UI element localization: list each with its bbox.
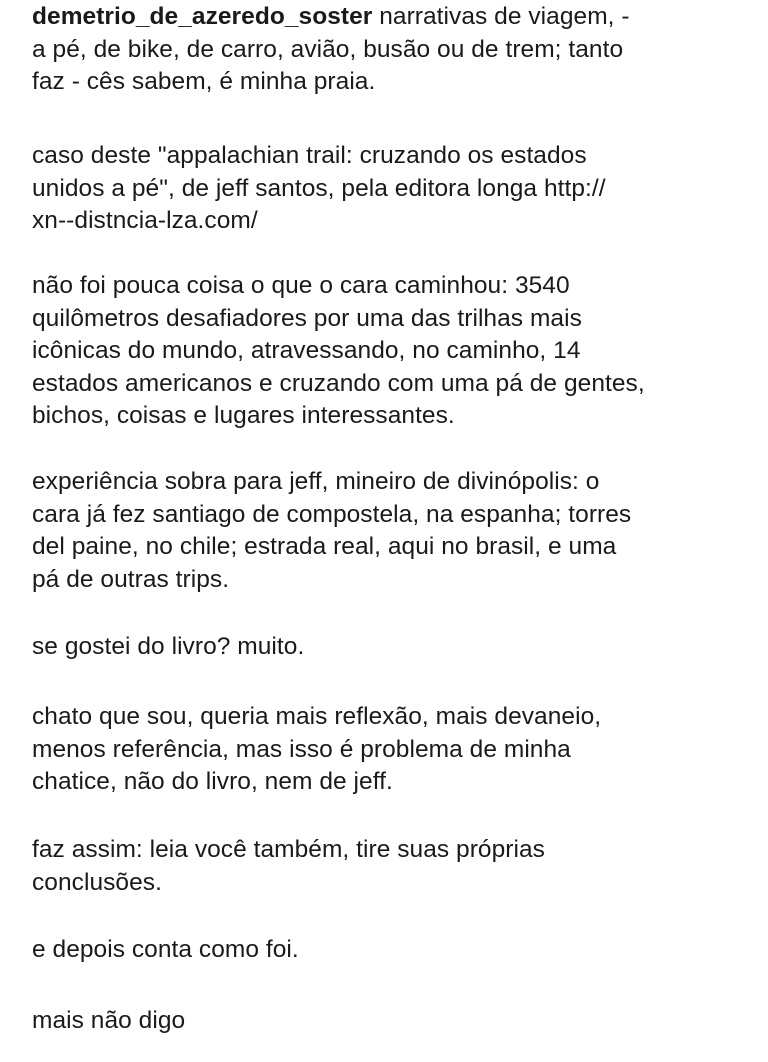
caption-line: a pé, de bike, de carro, avião, busão ou de trem; tanto [32, 35, 624, 63]
caption-line: não foi pouca coisa o que o cara caminhou: 3540 [32, 272, 570, 299]
caption-line: narrativas de viagem, - [379, 3, 630, 30]
caption-line: experiência sobra para jeff, mineiro de divinópolis: o [32, 468, 600, 495]
caption-line: chato que sou, queria mais reflexão, mais devaneio, [32, 703, 602, 730]
caption-line: unidos a pé", de jeff santos, pela editora longa http:// [32, 174, 606, 202]
caption-paragraph-advice [32, 834, 545, 899]
caption-line: pá de outras trips. [32, 565, 230, 593]
caption-line: e depois conta como foi. [32, 936, 299, 963]
caption-line: menos referência, mas isso é problema de minha [32, 735, 571, 763]
caption-paragraph-tell [32, 934, 299, 967]
caption-paragraph-distance [32, 270, 645, 433]
caption-line: bichos, coisas e lugares interessantes. [32, 402, 455, 429]
caption-line: mais não digo [32, 1007, 186, 1034]
caption-line: cara já fez santiago de compostela, na espanha; torres [32, 500, 632, 528]
caption-line: icônicas do mundo, atravessando, no caminho, 14 [32, 337, 581, 364]
caption-line: xn--distncia-lza.com/ [32, 207, 258, 234]
caption-line: estados americanos e cruzando com uma pá de gentes, [32, 369, 645, 397]
caption-paragraph-book [32, 140, 606, 238]
caption-line: faz assim: leia você também, tire suas próprias [32, 836, 545, 863]
caption-line: se gostei do livro? muito. [32, 633, 305, 660]
caption-paragraph-closing [32, 1005, 185, 1038]
caption-line: caso deste "appalachian trail: cruzando os estados [32, 142, 587, 169]
caption-line: conclusões. [32, 868, 162, 896]
username-link[interactable]: demetrio_de_azeredo_soster [32, 3, 373, 30]
caption-paragraph-liked [32, 631, 304, 664]
caption-line: chatice, não do livro, nem de jeff. [32, 768, 393, 795]
caption-paragraph-experience [32, 466, 631, 596]
caption-line: del paine, no chile; estrada real, aqui no brasil, e uma [32, 533, 617, 560]
caption-line: faz - cês sabem, é minha praia. [32, 68, 376, 95]
caption-paragraph-critique [32, 701, 601, 799]
caption-paragraph-intro [32, 1, 630, 99]
caption-line: quilômetros desafiadores por uma das trilhas mais [32, 304, 582, 332]
